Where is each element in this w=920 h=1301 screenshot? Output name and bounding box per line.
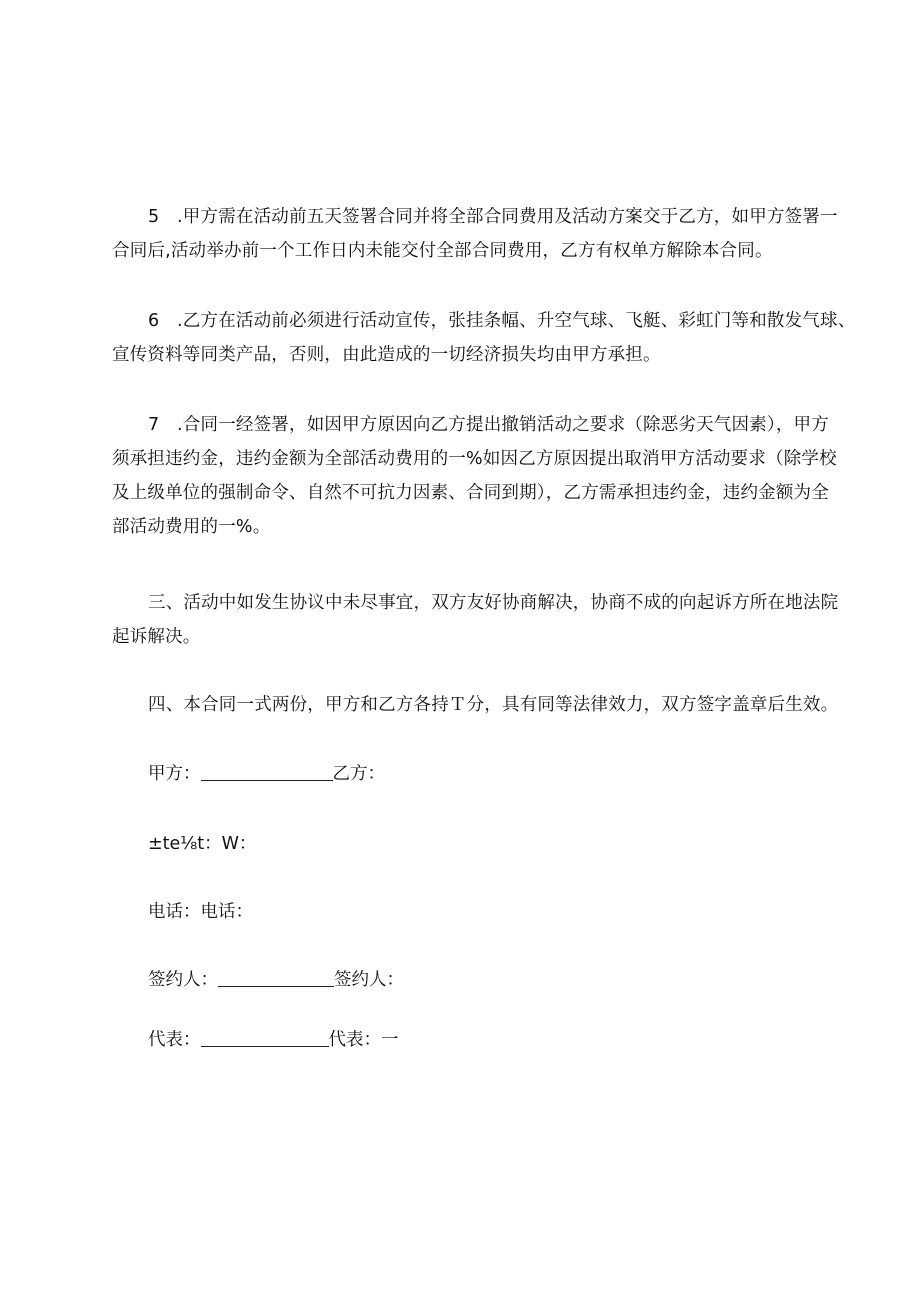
signer-row [148,968,404,992]
address-row [148,832,256,856]
party-b-label: 乙方： [332,764,385,784]
clause-four [112,688,839,722]
clause-7-line-3: 及上级单位的强制命令、自然不可抗力因素、合同到期），乙方需承担违约金，违约金额为全 [112,483,829,503]
phone-label: 电话：电话： [148,902,253,922]
signer-a-label: 签约人： [148,970,218,990]
party-a-label: 甲方： [148,764,201,784]
party-a-blank[interactable] [201,762,333,781]
clause-7 [112,408,837,544]
rep-b-label: 代表：一 [328,1030,399,1050]
clause-7-line-2: 须承担违约金，违约金额为全部活动费用的一%如因乙方原因提出取消甲方活动要求（除学校 [112,449,837,469]
clause-6-line-2: 宣传资料等同类产品，否则，由此造成的一切经济损失均由甲方承担。 [112,345,661,365]
clause-four-line-1: 四、本合同一式两份，甲方和乙方各持Ｔ分，具有同等法律效力，双方签字盖章后生效。 [148,695,839,715]
clause-5 [112,200,838,268]
clause-three-line-2: 起诉解决。 [112,627,201,647]
clause-6-line-1: 6 .乙方在活动前必须进行活动宣传，张挂条幅、升空气球、飞艇、彩虹门等和散发气球、 [148,311,856,331]
clause-three-line-1: 三、活动中如发生协议中未尽事宜，双方友好协商解决，协商不成的向起诉方所在地法院 [148,593,839,613]
representative-row [148,1028,399,1052]
clause-7-line-1: 7 .合同一经签署，如因甲方原因向乙方提出撤销活动之要求（除恶劣天气因素），甲方 [148,415,829,435]
clause-three [112,586,839,654]
clause-5-line-1: 5 .甲方需在活动前五天签署合同并将全部合同费用及活动方案交于乙方，如甲方签署一 [148,207,838,227]
signer-b-label: 签约人： [334,970,404,990]
rep-a-blank[interactable] [201,1028,329,1047]
party-row [148,762,385,786]
phone-row [148,900,253,924]
clause-6 [112,304,856,372]
clause-7-line-4: 部活动费用的一%。 [112,517,271,537]
address-label: ±te⅛t：W： [148,834,257,854]
signer-a-blank[interactable] [218,968,334,987]
clause-5-line-2: 合同后,活动举办前一个工作日内未能交付全部合同费用，乙方有权单方解除本合同。 [112,241,773,261]
rep-a-label: 代表： [148,1030,201,1050]
